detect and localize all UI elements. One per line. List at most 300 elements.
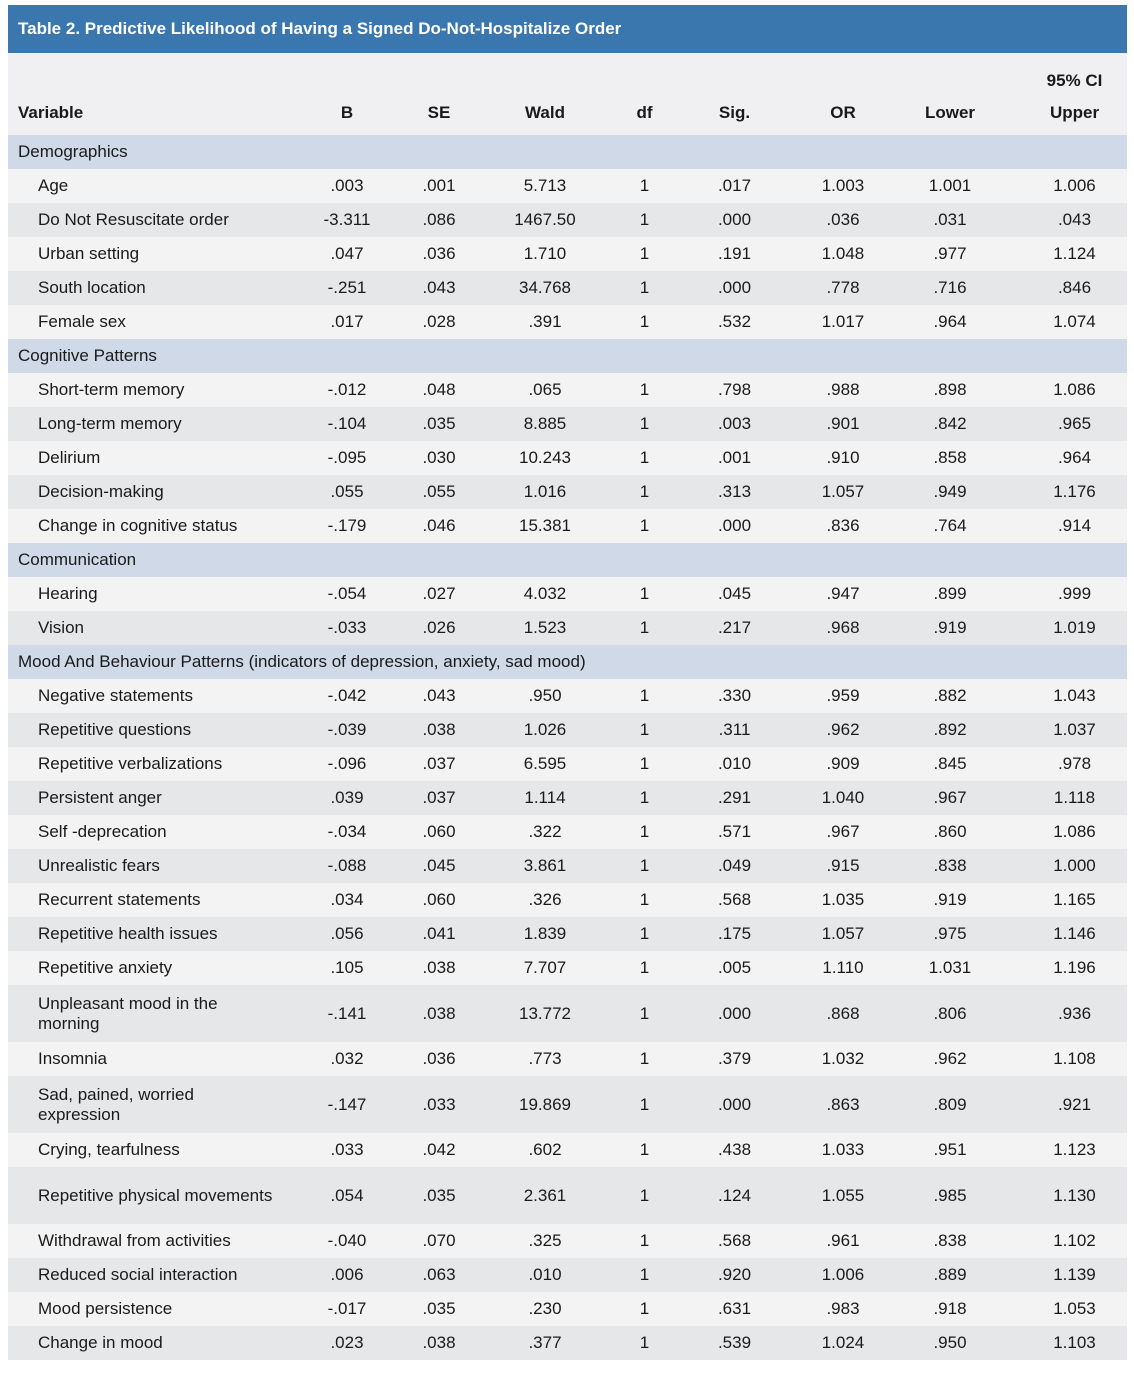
section-title: Mood And Behaviour Patterns (indicators of depression, anxiety, sad mood)	[8, 645, 1127, 679]
cell-df: 1	[628, 271, 661, 305]
cell-upper: 1.043	[1022, 679, 1127, 713]
cell-variable: Mood persistence	[8, 1292, 278, 1326]
cell-lower: .838	[878, 1224, 1022, 1258]
cell-lower: .918	[878, 1292, 1022, 1326]
cell-or: 1.017	[808, 305, 878, 339]
cell-lower: .985	[878, 1167, 1022, 1224]
cell-variable: Age	[8, 169, 278, 203]
cell-b: .056	[278, 917, 416, 951]
regression-table	[8, 53, 1127, 1360]
cell-upper: 1.074	[1022, 305, 1127, 339]
cell-sig: .049	[661, 849, 808, 883]
cell-se: .028	[416, 305, 462, 339]
cell-wald: 1.016	[462, 475, 628, 509]
cell-upper: 1.123	[1022, 1133, 1127, 1167]
cell-b: .055	[278, 475, 416, 509]
cell-upper: .936	[1022, 985, 1127, 1042]
table-row	[8, 373, 1127, 407]
cell-upper: .964	[1022, 441, 1127, 475]
section-row	[8, 339, 1127, 373]
cell-b: -.251	[278, 271, 416, 305]
cell-upper: .965	[1022, 407, 1127, 441]
cell-sig: .001	[661, 441, 808, 475]
table-row	[8, 509, 1127, 543]
cell-upper: 1.019	[1022, 611, 1127, 645]
cell-sig: .045	[661, 577, 808, 611]
cell-variable: Insomnia	[8, 1042, 278, 1076]
cell-upper: 1.139	[1022, 1258, 1127, 1292]
cell-b: -.104	[278, 407, 416, 441]
cell-b: -3.311	[278, 203, 416, 237]
cell-variable: Repetitive anxiety	[8, 951, 278, 985]
cell-wald: 5.713	[462, 169, 628, 203]
cell-upper: 1.086	[1022, 815, 1127, 849]
cell-upper: 1.130	[1022, 1167, 1127, 1224]
cell-variable: Delirium	[8, 441, 278, 475]
table-row	[8, 1076, 1127, 1133]
table-row	[8, 985, 1127, 1042]
table-row	[8, 1292, 1127, 1326]
cell-lower: .031	[878, 203, 1022, 237]
table-row	[8, 849, 1127, 883]
cell-se: .042	[416, 1133, 462, 1167]
cell-df: 1	[628, 985, 661, 1042]
cell-variable: Vision	[8, 611, 278, 645]
cell-sig: .000	[661, 509, 808, 543]
cell-or: 1.048	[808, 237, 878, 271]
cell-se: .035	[416, 1292, 462, 1326]
cell-upper: .978	[1022, 747, 1127, 781]
cell-b: .033	[278, 1133, 416, 1167]
cell-df: 1	[628, 169, 661, 203]
cell-se: .048	[416, 373, 462, 407]
table-row	[8, 271, 1127, 305]
table-row	[8, 747, 1127, 781]
cell-sig: .217	[661, 611, 808, 645]
cell-wald: 19.869	[462, 1076, 628, 1133]
cell-se: .035	[416, 407, 462, 441]
cell-lower: .899	[878, 577, 1022, 611]
cell-or: .901	[808, 407, 878, 441]
column-header-or: OR	[808, 91, 878, 135]
cell-or: 1.057	[808, 475, 878, 509]
cell-wald: 1.026	[462, 713, 628, 747]
cell-or: .983	[808, 1292, 878, 1326]
cell-b: -.096	[278, 747, 416, 781]
column-header-lower: Lower	[878, 91, 1022, 135]
cell-or: .968	[808, 611, 878, 645]
cell-variable: Short-term memory	[8, 373, 278, 407]
column-header-df: df	[628, 91, 661, 135]
cell-se: .055	[416, 475, 462, 509]
cell-b: -.039	[278, 713, 416, 747]
cell-sig: .175	[661, 917, 808, 951]
cell-df: 1	[628, 441, 661, 475]
table-row	[8, 1326, 1127, 1360]
cell-lower: .882	[878, 679, 1022, 713]
cell-wald: 4.032	[462, 577, 628, 611]
cell-b: .105	[278, 951, 416, 985]
cell-wald: 1.710	[462, 237, 628, 271]
cell-wald: 1.839	[462, 917, 628, 951]
section-title: Communication	[8, 543, 1127, 577]
cell-upper: 1.000	[1022, 849, 1127, 883]
cell-b: -.042	[278, 679, 416, 713]
cell-lower: .951	[878, 1133, 1022, 1167]
cell-b: -.040	[278, 1224, 416, 1258]
cell-sig: .191	[661, 237, 808, 271]
cell-wald: 7.707	[462, 951, 628, 985]
cell-variable: Do Not Resuscitate order	[8, 203, 278, 237]
cell-sig: .568	[661, 1224, 808, 1258]
cell-lower: .898	[878, 373, 1022, 407]
cell-wald: .950	[462, 679, 628, 713]
column-header-wald: Wald	[462, 91, 628, 135]
cell-b: -.179	[278, 509, 416, 543]
cell-se: .045	[416, 849, 462, 883]
cell-lower: .949	[878, 475, 1022, 509]
cell-df: 1	[628, 407, 661, 441]
cell-sig: .798	[661, 373, 808, 407]
column-header-upper: Upper	[1022, 91, 1127, 135]
cell-b: .006	[278, 1258, 416, 1292]
cell-wald: .325	[462, 1224, 628, 1258]
cell-lower: .964	[878, 305, 1022, 339]
cell-variable: Repetitive questions	[8, 713, 278, 747]
cell-se: .027	[416, 577, 462, 611]
cell-or: .962	[808, 713, 878, 747]
cell-lower: .950	[878, 1326, 1022, 1360]
cell-or: .967	[808, 815, 878, 849]
cell-wald: .322	[462, 815, 628, 849]
cell-variable: Self -deprecation	[8, 815, 278, 849]
cell-se: .060	[416, 883, 462, 917]
cell-wald: .065	[462, 373, 628, 407]
cell-df: 1	[628, 1076, 661, 1133]
cell-se: .038	[416, 985, 462, 1042]
table-row	[8, 1167, 1127, 1224]
section-row	[8, 645, 1127, 679]
cell-se: .060	[416, 815, 462, 849]
cell-df: 1	[628, 1167, 661, 1224]
cell-upper: .043	[1022, 203, 1127, 237]
cell-upper: 1.102	[1022, 1224, 1127, 1258]
cell-upper: 1.176	[1022, 475, 1127, 509]
cell-upper: 1.118	[1022, 781, 1127, 815]
cell-lower: 1.001	[878, 169, 1022, 203]
cell-df: 1	[628, 951, 661, 985]
cell-variable: Unpleasant mood in the morning	[8, 985, 278, 1042]
cell-sig: .010	[661, 747, 808, 781]
cell-se: .043	[416, 271, 462, 305]
cell-se: .038	[416, 713, 462, 747]
table-row	[8, 713, 1127, 747]
cell-or: .915	[808, 849, 878, 883]
cell-sig: .000	[661, 203, 808, 237]
cell-lower: .892	[878, 713, 1022, 747]
cell-upper: 1.124	[1022, 237, 1127, 271]
cell-lower: .919	[878, 611, 1022, 645]
cell-se: .070	[416, 1224, 462, 1258]
table-row	[8, 577, 1127, 611]
cell-b: .047	[278, 237, 416, 271]
cell-upper: .914	[1022, 509, 1127, 543]
cell-or: .909	[808, 747, 878, 781]
cell-variable: Unrealistic fears	[8, 849, 278, 883]
cell-df: 1	[628, 1133, 661, 1167]
cell-or: .947	[808, 577, 878, 611]
cell-df: 1	[628, 305, 661, 339]
cell-wald: 2.361	[462, 1167, 628, 1224]
cell-df: 1	[628, 917, 661, 951]
cell-variable: Crying, tearfulness	[8, 1133, 278, 1167]
cell-or: 1.110	[808, 951, 878, 985]
cell-sig: .539	[661, 1326, 808, 1360]
cell-b: -.012	[278, 373, 416, 407]
table-row	[8, 781, 1127, 815]
cell-lower: .842	[878, 407, 1022, 441]
column-header-variable: Variable	[8, 91, 278, 135]
cell-lower: .845	[878, 747, 1022, 781]
cell-df: 1	[628, 679, 661, 713]
table-row	[8, 1258, 1127, 1292]
cell-df: 1	[628, 781, 661, 815]
cell-b: -.034	[278, 815, 416, 849]
cell-or: .863	[808, 1076, 878, 1133]
cell-upper: 1.037	[1022, 713, 1127, 747]
cell-se: .038	[416, 1326, 462, 1360]
cell-or: 1.003	[808, 169, 878, 203]
cell-upper: 1.053	[1022, 1292, 1127, 1326]
table-row	[8, 475, 1127, 509]
cell-b: -.054	[278, 577, 416, 611]
cell-upper: 1.108	[1022, 1042, 1127, 1076]
cell-b: .034	[278, 883, 416, 917]
cell-sig: .568	[661, 883, 808, 917]
cell-variable: Withdrawal from activities	[8, 1224, 278, 1258]
cell-df: 1	[628, 713, 661, 747]
cell-upper: .921	[1022, 1076, 1127, 1133]
cell-se: .026	[416, 611, 462, 645]
column-header-b: B	[278, 91, 416, 135]
cell-df: 1	[628, 1224, 661, 1258]
cell-sig: .438	[661, 1133, 808, 1167]
cell-b: .023	[278, 1326, 416, 1360]
cell-df: 1	[628, 611, 661, 645]
cell-df: 1	[628, 815, 661, 849]
cell-variable: Hearing	[8, 577, 278, 611]
cell-variable: Repetitive health issues	[8, 917, 278, 951]
cell-variable: Change in mood	[8, 1326, 278, 1360]
cell-sig: .124	[661, 1167, 808, 1224]
table-row	[8, 611, 1127, 645]
cell-lower: .838	[878, 849, 1022, 883]
cell-variable: South location	[8, 271, 278, 305]
cell-lower: .977	[878, 237, 1022, 271]
cell-sig: .017	[661, 169, 808, 203]
cell-df: 1	[628, 1258, 661, 1292]
cell-or: .778	[808, 271, 878, 305]
table-row	[8, 237, 1127, 271]
cell-or: 1.033	[808, 1133, 878, 1167]
cell-upper: 1.086	[1022, 373, 1127, 407]
cell-lower: .860	[878, 815, 1022, 849]
cell-variable: Persistent anger	[8, 781, 278, 815]
cell-sig: .000	[661, 985, 808, 1042]
cell-variable: Sad, pained, worried expression	[8, 1076, 278, 1133]
cell-df: 1	[628, 373, 661, 407]
cell-wald: 3.861	[462, 849, 628, 883]
cell-sig: .920	[661, 1258, 808, 1292]
cell-se: .001	[416, 169, 462, 203]
table-row	[8, 203, 1127, 237]
cell-se: .063	[416, 1258, 462, 1292]
cell-variable: Decision-making	[8, 475, 278, 509]
cell-or: 1.040	[808, 781, 878, 815]
table-row	[8, 815, 1127, 849]
cell-wald: 6.595	[462, 747, 628, 781]
header-row	[8, 91, 1127, 135]
cell-wald: 15.381	[462, 509, 628, 543]
cell-b: -.033	[278, 611, 416, 645]
cell-or: .036	[808, 203, 878, 237]
cell-b: .017	[278, 305, 416, 339]
cell-sig: .532	[661, 305, 808, 339]
column-header-sig: Sig.	[661, 91, 808, 135]
header-super-row	[8, 53, 1127, 91]
cell-variable: Change in cognitive status	[8, 509, 278, 543]
cell-wald: .377	[462, 1326, 628, 1360]
table-row	[8, 441, 1127, 475]
cell-se: .036	[416, 1042, 462, 1076]
cell-b: .054	[278, 1167, 416, 1224]
cell-variable: Long-term memory	[8, 407, 278, 441]
cell-sig: .291	[661, 781, 808, 815]
cell-wald: 10.243	[462, 441, 628, 475]
cell-df: 1	[628, 237, 661, 271]
section-title: Demographics	[8, 135, 1127, 169]
cell-or: 1.032	[808, 1042, 878, 1076]
cell-sig: .003	[661, 407, 808, 441]
cell-se: .030	[416, 441, 462, 475]
table-row	[8, 1042, 1127, 1076]
cell-b: -.095	[278, 441, 416, 475]
cell-variable: Female sex	[8, 305, 278, 339]
cell-sig: .631	[661, 1292, 808, 1326]
cell-se: .037	[416, 747, 462, 781]
cell-or: 1.057	[808, 917, 878, 951]
cell-or: 1.006	[808, 1258, 878, 1292]
cell-or: 1.055	[808, 1167, 878, 1224]
table-row	[8, 169, 1127, 203]
table-title: Table 2. Predictive Likelihood of Having a Signed Do-Not-Hospitalize Order	[8, 5, 1127, 53]
cell-sig: .005	[661, 951, 808, 985]
cell-wald: .010	[462, 1258, 628, 1292]
cell-or: 1.024	[808, 1326, 878, 1360]
cell-se: .038	[416, 951, 462, 985]
cell-df: 1	[628, 849, 661, 883]
cell-b: .039	[278, 781, 416, 815]
cell-se: .043	[416, 679, 462, 713]
cell-df: 1	[628, 475, 661, 509]
table-row	[8, 951, 1127, 985]
table-row	[8, 1133, 1127, 1167]
cell-lower: .967	[878, 781, 1022, 815]
cell-lower: .858	[878, 441, 1022, 475]
cell-upper: 1.006	[1022, 169, 1127, 203]
cell-variable: Repetitive physical movements	[8, 1167, 278, 1224]
cell-upper: 1.146	[1022, 917, 1127, 951]
cell-sig: .379	[661, 1042, 808, 1076]
cell-wald: 34.768	[462, 271, 628, 305]
cell-variable: Recurrent statements	[8, 883, 278, 917]
cell-b: -.147	[278, 1076, 416, 1133]
table-row	[8, 679, 1127, 713]
cell-upper: .999	[1022, 577, 1127, 611]
section-row	[8, 135, 1127, 169]
cell-lower: .889	[878, 1258, 1022, 1292]
cell-or: .988	[808, 373, 878, 407]
cell-upper: 1.165	[1022, 883, 1127, 917]
cell-wald: 1467.50	[462, 203, 628, 237]
column-header-se: SE	[416, 91, 462, 135]
cell-lower: .716	[878, 271, 1022, 305]
cell-lower: .764	[878, 509, 1022, 543]
cell-variable: Repetitive verbalizations	[8, 747, 278, 781]
cell-df: 1	[628, 1042, 661, 1076]
cell-b: .032	[278, 1042, 416, 1076]
cell-b: -.017	[278, 1292, 416, 1326]
cell-df: 1	[628, 509, 661, 543]
cell-wald: 1.114	[462, 781, 628, 815]
table-row	[8, 305, 1127, 339]
table-row	[8, 917, 1127, 951]
cell-sig: .330	[661, 679, 808, 713]
cell-df: 1	[628, 577, 661, 611]
cell-wald: 13.772	[462, 985, 628, 1042]
cell-b: -.088	[278, 849, 416, 883]
cell-wald: 8.885	[462, 407, 628, 441]
cell-df: 1	[628, 747, 661, 781]
cell-sig: .313	[661, 475, 808, 509]
cell-wald: .391	[462, 305, 628, 339]
cell-upper: 1.196	[1022, 951, 1127, 985]
cell-se: .037	[416, 781, 462, 815]
table-row	[8, 883, 1127, 917]
cell-wald: .773	[462, 1042, 628, 1076]
cell-lower: .962	[878, 1042, 1022, 1076]
cell-sig: .571	[661, 815, 808, 849]
cell-sig: .000	[661, 1076, 808, 1133]
cell-df: 1	[628, 1326, 661, 1360]
cell-wald: .602	[462, 1133, 628, 1167]
cell-se: .036	[416, 237, 462, 271]
cell-lower: .809	[878, 1076, 1022, 1133]
cell-df: 1	[628, 203, 661, 237]
cell-df: 1	[628, 883, 661, 917]
cell-wald: .230	[462, 1292, 628, 1326]
cell-variable: Negative statements	[8, 679, 278, 713]
cell-or: .836	[808, 509, 878, 543]
section-title: Cognitive Patterns	[8, 339, 1127, 373]
cell-sig: .000	[661, 271, 808, 305]
cell-se: .035	[416, 1167, 462, 1224]
cell-b: -.141	[278, 985, 416, 1042]
cell-or: .868	[808, 985, 878, 1042]
cell-lower: 1.031	[878, 951, 1022, 985]
cell-wald: .326	[462, 883, 628, 917]
cell-or: .910	[808, 441, 878, 475]
